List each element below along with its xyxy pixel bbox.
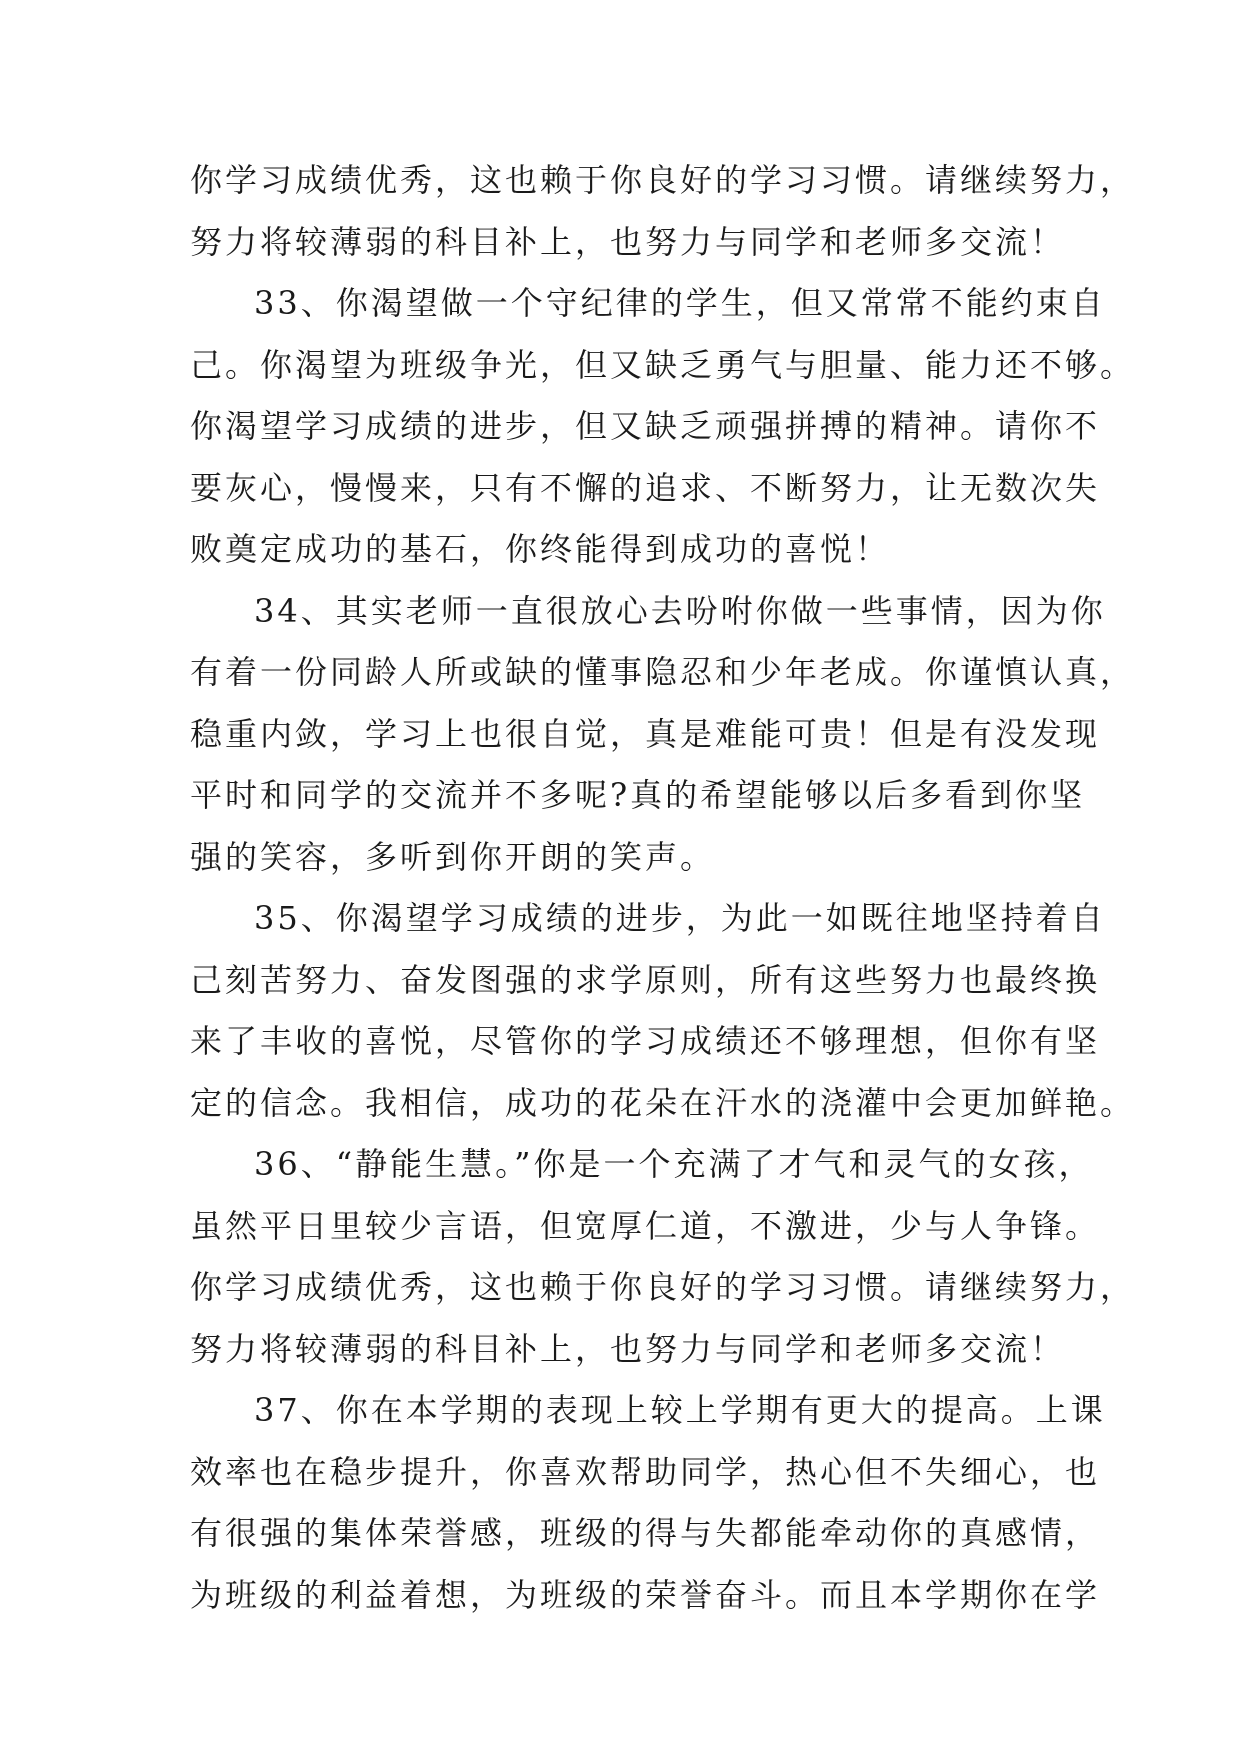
text-line: 虽然平日里较少言语，但宽厚仁道，不激进，少与人争锋。	[190, 1206, 1101, 1245]
text-line: 努力将较薄弱的科目补上，也努力与同学和老师多交流！	[190, 222, 1066, 261]
text-line: 效率也在稳步提升，你喜欢帮助同学，热心但不失细心，也	[190, 1452, 1101, 1491]
text-line: 为班级的利益着想，为班级的荣誉奋斗。而且本学期你在学	[190, 1575, 1101, 1614]
text-line: 有着一份同龄人所或缺的懂事隐忍和少年老成。你谨慎认真，	[190, 653, 1136, 691]
text-line: 努力将较薄弱的科目补上，也努力与同学和老师多交流！	[190, 1329, 1066, 1368]
text-line: 强的笑容，多听到你开朗的笑声。	[190, 837, 716, 876]
document-body	[190, 150, 1136, 1626]
text-line: 你渴望学习成绩的进步，但又缺乏顽强拼搏的精神。请你不	[190, 407, 1101, 445]
text-line: 来了丰收的喜悦，尽管你的学习成绩还不够理想，但你有坚	[190, 1022, 1101, 1060]
text-line: 败奠定成功的基石，你终能得到成功的喜悦！	[190, 530, 891, 568]
text-line: 你学习成绩优秀，这也赖于你良好的学习习惯。请继续努力，	[190, 161, 1136, 199]
text-line: 己刻苦努力、奋发图强的求学原则，所有这些努力也最终换	[190, 960, 1101, 999]
paragraph-start-line: 36、“静能生慧。”你是一个充满了才气和灵气的女孩，	[254, 1145, 1094, 1183]
text-line: 要灰心，慢慢来，只有不懈的追求、不断努力，让无数次失	[190, 468, 1101, 507]
paragraph-start-line: 33、你渴望做一个守纪律的学生，但又常常不能约束自	[254, 284, 1106, 322]
paragraph-start-line: 35、你渴望学习成绩的进步，为此一如既往地坚持着自	[254, 899, 1106, 937]
paragraph-start-line: 34、其实老师一直很放心去吩咐你做一些事情，因为你	[254, 591, 1106, 630]
text-line: 平时和同学的交流并不多呢?真的希望能够以后多看到你坚	[190, 776, 1086, 814]
text-line: 你学习成绩优秀，这也赖于你良好的学习习惯。请继续努力，	[190, 1268, 1136, 1306]
text-line: 己。你渴望为班级争光，但又缺乏勇气与胆量、能力还不够。	[190, 345, 1136, 384]
paragraph-start-line: 37、你在本学期的表现上较上学期有更大的提高。上课	[254, 1391, 1106, 1429]
text-line: 有很强的集体荣誉感，班级的得与失都能牵动你的真感情，	[190, 1514, 1101, 1552]
text-line: 稳重内敛，学习上也很自觉，真是难能可贵！但是有没发现	[190, 714, 1101, 753]
text-line: 定的信念。我相信，成功的花朵在汗水的浇灌中会更加鲜艳。	[190, 1083, 1136, 1122]
